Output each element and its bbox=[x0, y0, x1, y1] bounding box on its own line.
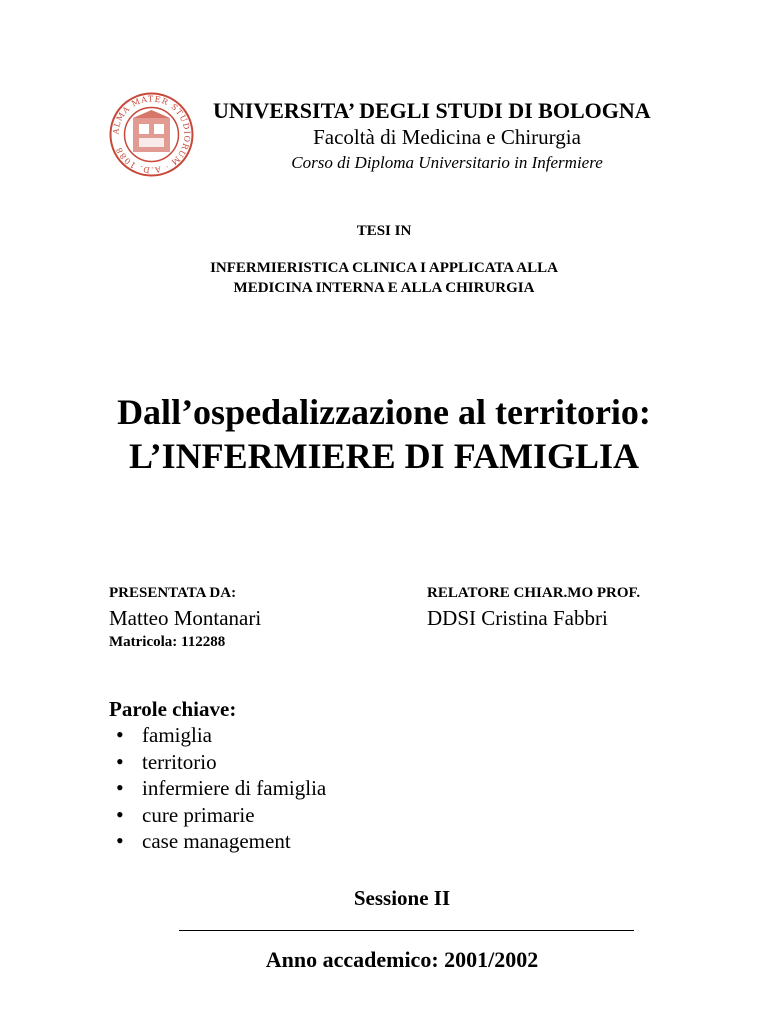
thesis-subject-line-1: INFERMIERISTICA CLINICA I APPLICATA ALLA bbox=[210, 260, 558, 276]
thesis-subject-line-2: MEDICINA INTERNA E ALLA CHIRURGIA bbox=[233, 280, 535, 296]
keyword-item: • infermiere di famiglia bbox=[116, 775, 326, 802]
keyword-item: • famiglia bbox=[116, 722, 326, 749]
university-name: UNIVERSITA’ DEGLI STUDI DI BOLOGNA bbox=[213, 98, 651, 123]
thesis-title-line-1: Dall’ospedalizzazione al territorio: bbox=[117, 392, 651, 432]
keywords-list bbox=[116, 722, 326, 855]
thesis-subject bbox=[0, 258, 768, 298]
advisor-name: DDSI Cristina Fabbri bbox=[427, 606, 608, 630]
thesis-label: TESI IN bbox=[356, 223, 412, 239]
academic-year: Anno accademico: 2001/2002 bbox=[265, 947, 539, 972]
course-name: Corso di Diploma Universitario in Infermiere bbox=[291, 153, 603, 172]
keyword-item: • cure primarie bbox=[116, 802, 326, 829]
advisor-label: RELATORE CHIAR.MO PROF. bbox=[427, 585, 641, 601]
thesis-title bbox=[0, 390, 768, 478]
thesis-title-line-2: L’INFERMIERE DI FAMIGLIA bbox=[128, 436, 640, 476]
presenter-matricola: Matricola: 112288 bbox=[109, 634, 226, 650]
faculty-name: Facoltà di Medicina e Chirurgia bbox=[313, 125, 581, 149]
keywords-title: Parole chiave: bbox=[109, 697, 237, 721]
keyword-item: • case management bbox=[116, 828, 326, 855]
presenter-label: PRESENTATA DA: bbox=[109, 585, 237, 601]
seal-lettering: ALMA MATER STUDIORUM · A.D. 1088 bbox=[111, 94, 192, 175]
keyword-item: • territorio bbox=[116, 749, 326, 776]
presenter-name: Matteo Montanari bbox=[109, 606, 262, 630]
session-label: Sessione II bbox=[353, 886, 451, 910]
divider bbox=[179, 930, 634, 931]
